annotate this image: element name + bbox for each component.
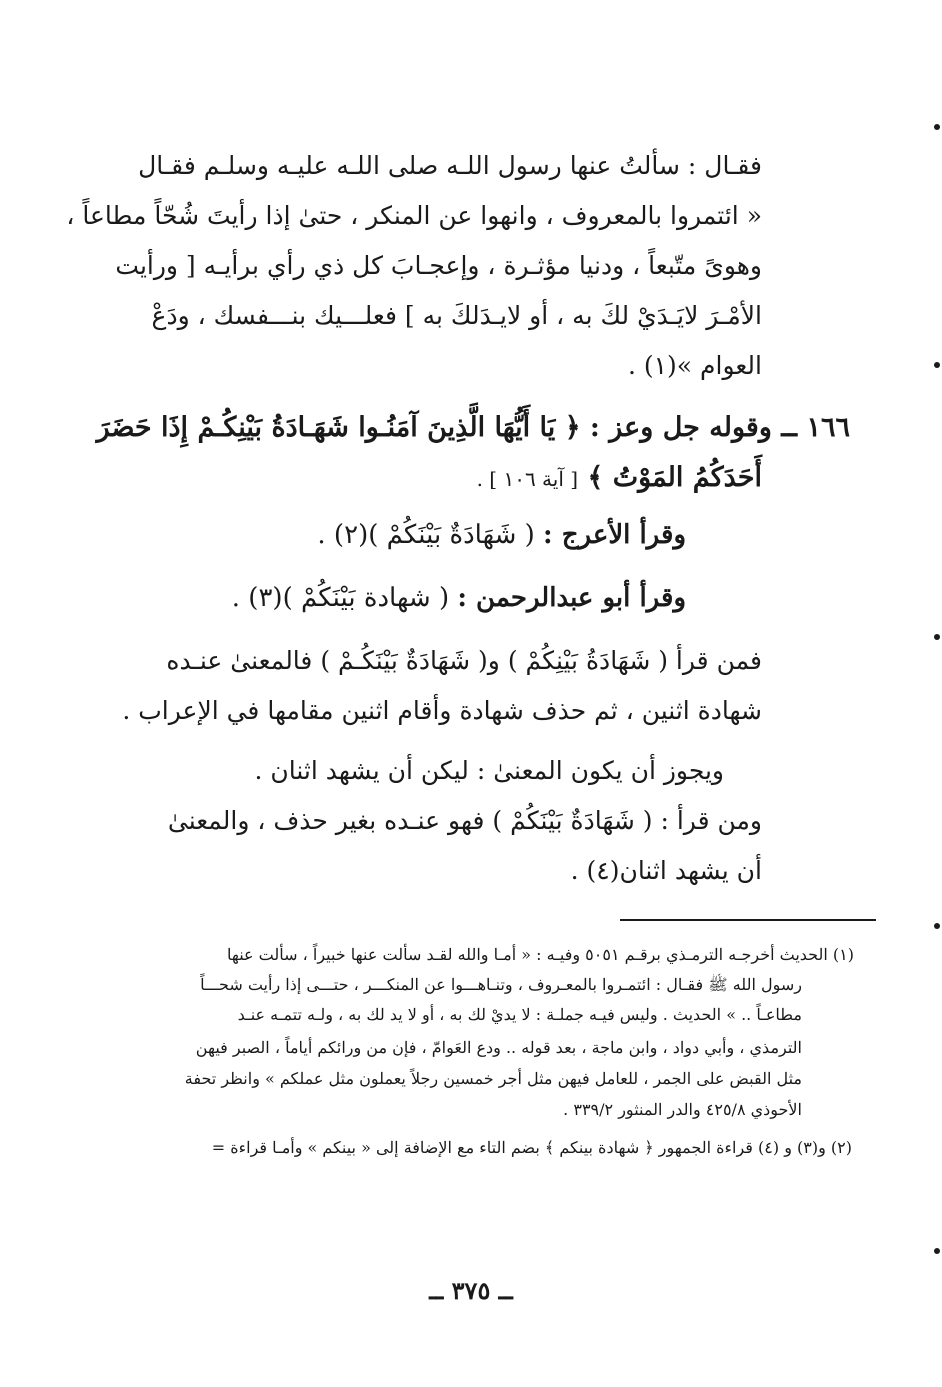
page-number: ــ ٣٧٥ ــ	[429, 1276, 513, 1305]
footnote-line: الترمذي ، وأبي دواد ، وابن ماجة ، بعد قوله .. ودع العَوامّ ، فإن من ورائكم أياماً ، الصبر فيهن	[195, 1038, 802, 1057]
footnote-line: (٢) و(٣) و (٤) قراءة الجمهور ﴿ شهادة بينكم ﴾ بضم التاء مع الإضافة إلى « بينكم » وأمـا قراءة =	[211, 1138, 852, 1157]
verse-reference: [ آية ١٠٦ ] .	[476, 467, 579, 491]
footnote-line: مطاعـاً .. » الحديث . وليس فيـه جملـة : لا يديْ لك به ، أو لا يد لك به ، ولـه تتمـه عنـد	[237, 1005, 802, 1024]
footnote-line: رسول الله ﷺ فقـال : ائتمـروا بالمعـروف ، وتنـاهـــوا عن المنكـــر ، حتـــى إذا رأيت شحـــاً	[200, 975, 802, 994]
reading-al-araj	[226, 510, 686, 560]
main-paragraph-line: وهوىً متّبعاً ، ودنيا مؤثـرة ، وإعجـابَ كل ذي رأي برأيـه [ ورأيت	[115, 251, 762, 280]
explanation-line: ومن قرأ : ( شَهَادَةٌ بَيْنَكُمْ ) فهو عنـده بغير حذف ، والمعنىٰ	[167, 806, 762, 835]
main-paragraph-line: « ائتمروا بالمعروف ، وانهوا عن المنكر ، حتىٰ إذا رأيتَ شُحّاً مطاعاً ،	[66, 201, 762, 230]
footnote-line: (١) الحديث أخرجـه الترمـذي برقـم ٥٠٥١ وفيـه : « أمـا والله لقـد سألت عنها خبيراً ، سألت عنها	[226, 945, 854, 964]
scan-margin-mark	[934, 923, 940, 929]
verse-heading-line-2	[292, 453, 762, 504]
scan-margin-mark	[934, 124, 940, 130]
reading-text: ( شَهَادَةٌ بَيْنَكُمْ )(٢) .	[317, 520, 535, 550]
explanation-line: شهادة اثنين ، ثم حذف شهادة وأقام اثنين مقامها في الإعراب .	[122, 696, 762, 725]
footnote-separator	[620, 919, 876, 921]
main-paragraph-line: فقـال : سألتُ عنها رسول اللـه صلى اللـه عليـه وسلـم فقـال	[138, 151, 762, 180]
main-paragraph-line: الأمْـرَ لايَـدَيْ لكَ به ، أو لايـدَلكَ به ] فعلـــيك بنـــفسك ، ودَعْ	[151, 301, 762, 330]
scan-margin-mark	[934, 362, 940, 368]
reader-name: وقرأ أبو عبدالرحمن :	[457, 583, 686, 613]
reading-text: ( شهادة بَيْنَكُمْ )(٣) .	[231, 583, 450, 613]
scan-margin-mark	[934, 634, 940, 640]
scan-margin-mark	[934, 1248, 940, 1254]
footnote-line: الأحوذي ٤٢٥/٨ والدر المنثور ٣٣٩/٢ .	[563, 1100, 802, 1119]
explanation-line: ويجوز أن يكون المعنىٰ : ليكن أن يشهد اثنان .	[254, 756, 724, 785]
main-paragraph-line: العوام »(١) .	[627, 351, 762, 380]
footnote-line: مثل القبض على الجمر ، للعامل فيهن مثل أجر خمسين رجلاً يعملون مثل عملكم » وانظر تحفة	[184, 1069, 802, 1088]
reader-name: وقرأ الأعرج :	[543, 520, 686, 550]
verse-heading-line-1: ١٦٦ ــ وقوله جل وعز : ﴿ يَا أَيُّهَا الَّذِينَ آمَنُـوا شَهَـادَةُ بَيْنِكُـمْ إِذَا حَضَرَ	[96, 412, 850, 443]
explanation-line: أن يشهد اثنان(٤) .	[570, 856, 762, 885]
verse-text: أَحَدَكُمُ المَوْتُ ﴾	[587, 462, 762, 493]
explanation-line: فمن قرأ ( شَهَادَةُ بَيْنِكُمْ ) و( شَهَادَةٌ بَيْنَكُـمْ ) فالمعنىٰ عنـده	[166, 646, 762, 675]
reading-abu-abdulrahman	[226, 573, 686, 623]
